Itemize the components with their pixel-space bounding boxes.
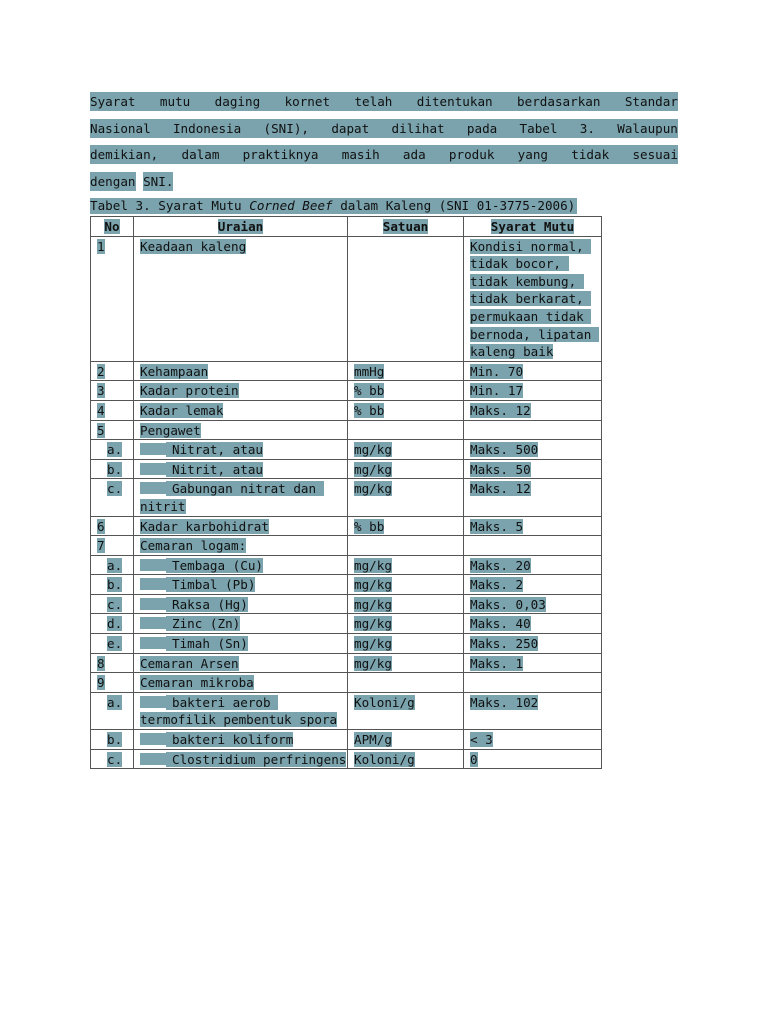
cell-syarat <box>464 400 602 420</box>
header-uraian: Uraian <box>134 217 348 237</box>
satuan-text: mg/kg <box>354 616 392 632</box>
paragraph-word: dengan <box>90 174 136 190</box>
header-no: No <box>91 217 134 237</box>
uraian-text: Cemaran logam: <box>140 538 247 554</box>
paragraph-line <box>90 172 678 191</box>
cell-syarat <box>464 749 602 769</box>
cell-no <box>91 516 134 536</box>
cell-no <box>91 653 134 673</box>
no-text: c. <box>107 481 123 497</box>
paragraph-word: (SNI), <box>263 120 310 136</box>
cell-uraian <box>134 361 348 381</box>
no-text: 5 <box>97 422 105 438</box>
cell-satuan <box>348 479 464 516</box>
caption-suffix: dalam Kaleng (SNI 01-3775-2006) <box>332 198 576 213</box>
syarat-text: Maks. 102 <box>470 694 539 710</box>
indent-marker <box>140 617 166 629</box>
cell-syarat <box>464 594 602 614</box>
cell-satuan <box>348 575 464 595</box>
indent-marker <box>140 733 166 745</box>
cell-uraian <box>134 479 348 516</box>
satuan-text: Koloni/g <box>354 751 415 767</box>
syarat-text: Maks. 0,03 <box>470 596 546 612</box>
cell-satuan <box>348 420 464 440</box>
table-row <box>91 555 602 575</box>
satuan-text: mg/kg <box>354 557 392 573</box>
no-text: 3 <box>97 383 105 399</box>
paragraph-word: kornet <box>284 94 331 109</box>
no-text: c. <box>107 596 123 612</box>
cell-syarat <box>464 673 602 693</box>
table-row <box>91 440 602 460</box>
paragraph-word: Nasional <box>90 120 151 136</box>
uraian-text: Gabungan nitrat dan nitrit <box>140 481 324 514</box>
table-row <box>91 614 602 634</box>
syarat-text: Maks. 1 <box>470 655 524 671</box>
paragraph-word: telah <box>354 94 393 109</box>
caption-italic: Corned Beef <box>249 198 333 213</box>
table-row <box>91 594 602 614</box>
syarat-text: Maks. 50 <box>470 461 531 477</box>
satuan-text: % bb <box>354 383 385 399</box>
cell-satuan <box>348 440 464 460</box>
syarat-text: Kondisi normal, tidak bocor, tidak kembung, tidak berkarat, permukaan tidak bernoda, lipatan kaleng baik <box>470 238 599 360</box>
no-text: 6 <box>97 518 105 534</box>
table-row <box>91 236 602 361</box>
indent-marker <box>140 637 166 649</box>
cell-uraian <box>134 536 348 556</box>
cell-syarat <box>464 614 602 634</box>
table-row <box>91 692 602 729</box>
paragraph-word: produk <box>448 147 495 163</box>
uraian-text: Cemaran mikroba <box>140 675 254 691</box>
syarat-text: Maks. 250 <box>470 636 539 652</box>
cell-no <box>91 575 134 595</box>
cell-syarat <box>464 692 602 729</box>
paragraph-word: ditentukan <box>416 94 493 109</box>
uraian-text: Kehampaan <box>140 363 209 379</box>
syarat-text: Min. 17 <box>470 383 524 399</box>
cell-satuan <box>348 634 464 654</box>
uraian-text: Kadar lemak <box>140 402 224 418</box>
cell-satuan <box>348 459 464 479</box>
cell-satuan <box>348 594 464 614</box>
no-text: a. <box>107 557 123 573</box>
satuan-text: mg/kg <box>354 636 392 652</box>
paragraph-word: dilihat <box>391 120 445 136</box>
cell-satuan <box>348 516 464 536</box>
syarat-text: Maks. 500 <box>470 442 539 458</box>
header-syarat: Syarat Mutu <box>464 217 602 237</box>
no-text: b. <box>107 732 123 748</box>
paragraph-word: berdasarkan <box>517 94 601 109</box>
satuan-text: mg/kg <box>354 442 392 458</box>
cell-no <box>91 459 134 479</box>
table-row <box>91 673 602 693</box>
cell-no <box>91 420 134 440</box>
uraian-text: Raksa (Hg) <box>166 597 248 612</box>
cell-syarat <box>464 516 602 536</box>
table-row <box>91 749 602 769</box>
cell-uraian <box>134 236 348 361</box>
paragraph-line <box>90 119 678 138</box>
paragraph-word: dalam <box>181 147 220 163</box>
cell-uraian <box>134 575 348 595</box>
cell-uraian <box>134 555 348 575</box>
cell-no <box>91 749 134 769</box>
satuan-text: APM/g <box>354 732 392 748</box>
indent-marker <box>140 443 166 455</box>
satuan-text: mg/kg <box>354 577 392 593</box>
intro-paragraph <box>90 92 678 199</box>
no-text: b. <box>107 577 123 593</box>
cell-uraian <box>134 459 348 479</box>
table-row <box>91 634 602 654</box>
cell-no <box>91 236 134 361</box>
no-text: c. <box>107 751 123 767</box>
cell-satuan <box>348 361 464 381</box>
no-text: 4 <box>97 402 105 418</box>
cell-uraian <box>134 673 348 693</box>
uraian-text: Zinc (Zn) <box>166 616 240 631</box>
no-text: e. <box>107 636 123 652</box>
cell-syarat <box>464 730 602 750</box>
cell-satuan <box>348 236 464 361</box>
cell-syarat <box>464 381 602 401</box>
uraian-text: Kadar protein <box>140 383 239 399</box>
paragraph-word: SNI. <box>143 174 174 190</box>
paragraph-line <box>90 145 678 164</box>
satuan-text: mg/kg <box>354 461 392 477</box>
cell-uraian <box>134 692 348 729</box>
no-text: 9 <box>97 675 105 691</box>
paragraph-word: yang <box>517 147 549 163</box>
cell-satuan <box>348 692 464 729</box>
uraian-text: Clostridium perfringens <box>166 752 346 767</box>
paragraph-word: demikian, <box>90 147 159 163</box>
table-row <box>91 653 602 673</box>
cell-uraian <box>134 420 348 440</box>
table-caption <box>90 198 577 214</box>
satuan-text: % bb <box>354 518 385 534</box>
table-row <box>91 575 602 595</box>
cell-satuan <box>348 400 464 420</box>
table-header-row <box>91 217 602 237</box>
cell-syarat <box>464 653 602 673</box>
syarat-text: Maks. 2 <box>470 577 524 593</box>
cell-no <box>91 479 134 516</box>
indent-marker <box>140 598 166 610</box>
table-row <box>91 536 602 556</box>
uraian-text: Tembaga (Cu) <box>166 558 263 573</box>
table-row <box>91 420 602 440</box>
paragraph-word: dapat <box>331 120 370 136</box>
cell-uraian <box>134 400 348 420</box>
cell-no <box>91 361 134 381</box>
cell-satuan <box>348 381 464 401</box>
paragraph-word: daging <box>214 94 261 109</box>
cell-syarat <box>464 440 602 460</box>
no-text: b. <box>107 461 123 477</box>
syarat-text: Maks. 40 <box>470 616 531 632</box>
indent-marker <box>140 463 166 475</box>
cell-no <box>91 614 134 634</box>
satuan-text: mg/kg <box>354 596 392 612</box>
indent-marker <box>140 482 166 494</box>
cell-no <box>91 634 134 654</box>
no-text: 8 <box>97 655 105 671</box>
paragraph-word: Syarat <box>90 94 136 109</box>
satuan-text: mmHg <box>354 363 385 379</box>
syarat-text: < 3 <box>470 732 493 748</box>
paragraph-word: mutu <box>159 94 191 109</box>
cell-no <box>91 730 134 750</box>
indent-marker <box>140 696 166 708</box>
cell-syarat <box>464 479 602 516</box>
uraian-text: Pengawet <box>140 422 201 438</box>
paragraph-word: Indonesia <box>172 120 242 136</box>
uraian-text: Cemaran Arsen <box>140 655 239 671</box>
paragraph-word: Standar <box>624 94 678 109</box>
indent-marker <box>140 578 166 590</box>
cell-satuan <box>348 536 464 556</box>
cell-no <box>91 594 134 614</box>
paragraph-line <box>90 92 678 111</box>
table-row <box>91 381 602 401</box>
header-satuan: Satuan <box>348 217 464 237</box>
syarat-text: Maks. 5 <box>470 518 524 534</box>
paragraph-word: Walaupun <box>617 120 678 136</box>
paragraph-word: ada <box>402 147 426 163</box>
cell-satuan <box>348 749 464 769</box>
syarat-text: 0 <box>470 751 478 767</box>
cell-uraian <box>134 749 348 769</box>
cell-no <box>91 555 134 575</box>
paragraph-word: tidak <box>571 147 610 163</box>
cell-satuan <box>348 730 464 750</box>
paragraph-word: Tabel <box>519 120 558 136</box>
satuan-text: % bb <box>354 402 385 418</box>
cell-no <box>91 536 134 556</box>
cell-syarat <box>464 236 602 361</box>
paragraph-word: 3. <box>579 120 595 136</box>
paragraph-word: praktiknya <box>242 147 319 163</box>
cell-satuan <box>348 653 464 673</box>
quality-table <box>90 216 602 769</box>
uraian-text: Keadaan kaleng <box>140 238 247 254</box>
satuan-text: mg/kg <box>354 655 392 671</box>
uraian-text: bakteri koliform <box>166 732 293 747</box>
indent-marker <box>140 559 166 571</box>
syarat-text: Min. 70 <box>470 363 524 379</box>
cell-satuan <box>348 673 464 693</box>
cell-uraian <box>134 653 348 673</box>
cell-syarat <box>464 634 602 654</box>
cell-uraian <box>134 381 348 401</box>
cell-syarat <box>464 420 602 440</box>
cell-no <box>91 400 134 420</box>
cell-uraian <box>134 730 348 750</box>
uraian-text: Timah (Sn) <box>166 636 248 651</box>
cell-no <box>91 673 134 693</box>
caption-prefix: Tabel 3. Syarat Mutu <box>90 198 250 213</box>
uraian-text: Nitrit, atau <box>166 462 263 477</box>
cell-uraian <box>134 516 348 536</box>
cell-syarat <box>464 459 602 479</box>
cell-uraian <box>134 594 348 614</box>
table-row <box>91 479 602 516</box>
satuan-text: Koloni/g <box>354 694 415 710</box>
cell-uraian <box>134 440 348 460</box>
cell-uraian <box>134 614 348 634</box>
cell-no <box>91 440 134 460</box>
indent-marker <box>140 753 166 765</box>
table-row <box>91 516 602 536</box>
table-row <box>91 730 602 750</box>
uraian-text: bakteri aerob termofilik pembentuk spora <box>140 694 338 728</box>
no-text: a. <box>107 442 123 458</box>
cell-satuan <box>348 614 464 634</box>
satuan-text: mg/kg <box>354 481 392 497</box>
no-text: 2 <box>97 363 105 379</box>
table-row <box>91 400 602 420</box>
cell-uraian <box>134 634 348 654</box>
paragraph-word: sesuai <box>632 147 678 163</box>
uraian-text: Kadar karbohidrat <box>140 518 269 534</box>
uraian-text: Nitrat, atau <box>166 442 263 457</box>
paragraph-word: pada <box>466 120 498 136</box>
no-text: d. <box>107 616 123 632</box>
cell-syarat <box>464 361 602 381</box>
syarat-text: Maks. 20 <box>470 557 531 573</box>
no-text: a. <box>107 694 123 710</box>
syarat-text: Maks. 12 <box>470 481 531 497</box>
cell-satuan <box>348 555 464 575</box>
cell-no <box>91 692 134 729</box>
cell-no <box>91 381 134 401</box>
paragraph-word: masih <box>341 147 380 163</box>
no-text: 1 <box>97 238 105 254</box>
table-row <box>91 361 602 381</box>
cell-syarat <box>464 536 602 556</box>
cell-syarat <box>464 555 602 575</box>
uraian-text: Timbal (Pb) <box>166 577 255 592</box>
syarat-text: Maks. 12 <box>470 402 531 418</box>
cell-syarat <box>464 575 602 595</box>
table-row <box>91 459 602 479</box>
no-text: 7 <box>97 538 105 554</box>
